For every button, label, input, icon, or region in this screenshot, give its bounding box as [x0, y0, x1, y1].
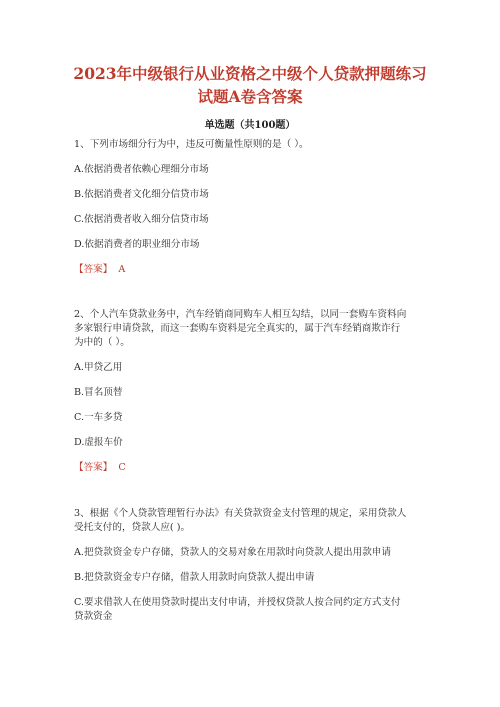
answer-label: 【答案】	[74, 462, 113, 473]
question-2-option-b: B.冒名顶替	[74, 387, 123, 398]
question-3-option-a: A.把贷款资金专户存储，贷款人的交易对象在用款时向贷款人提出用款申请	[74, 547, 391, 558]
section-heading: 单选题（共100题）	[204, 120, 296, 131]
answer-label: 【答案】	[74, 264, 113, 275]
question-2-stem-line-1: 2、个人汽车贷款业务中，汽车经销商同购车人相互勾结，以同一套购车资料向	[74, 309, 407, 320]
question-3-option-c-line-2: 贷款资金	[74, 611, 113, 622]
question-1-stem: 1、下列市场细分行为中，违反可衡量性原则的是（ ）。	[74, 139, 309, 150]
answer-value: C	[118, 462, 126, 473]
document-title-line-2: 试题A卷含答案	[197, 87, 303, 106]
question-3-stem-line-2: 受托支付的，贷款人应( )。	[74, 522, 191, 533]
question-2-stem-line-3: 为中的（ ）。	[74, 337, 130, 348]
question-3-option-c-line-1: C.要求借款人在使用贷款时提出支付申请，并授权贷款人按合同约定方式支付	[74, 597, 401, 608]
answer-value: A	[118, 264, 126, 275]
question-2-option-d: D.虚报车价	[74, 437, 123, 448]
question-3-option-b: B.把贷款资金专户存储，借款人用款时向贷款人提出申请	[74, 572, 315, 583]
question-2-stem-line-2: 多家银行申请贷款，而这一套购车资料是完全真实的，属于汽车经销商欺诈行	[74, 323, 401, 334]
question-1-option-d: D.依据消费者的职业细分市场	[74, 239, 200, 250]
question-2-option-a: A.甲贷乙用	[74, 362, 123, 373]
question-1-answer	[74, 264, 125, 276]
question-1-option-c: C.依据消费者收入细分信贷市场	[74, 214, 209, 225]
question-2-option-c: C.一车多贷	[74, 412, 123, 423]
document-title-line-1: 2023年中级银行从业资格之中级个人贷款押题练习	[73, 64, 427, 83]
question-3-stem-line-1: 3、根据《个人贷款管理暂行办法》有关贷款资金支付管理的规定，采用贷款人	[74, 508, 407, 519]
question-1-option-a: A.依据消费者依赖心理细分市场	[74, 164, 209, 175]
question-1-option-b: B.依据消费者文化细分信贷市场	[74, 189, 209, 200]
question-2-answer	[74, 462, 126, 474]
